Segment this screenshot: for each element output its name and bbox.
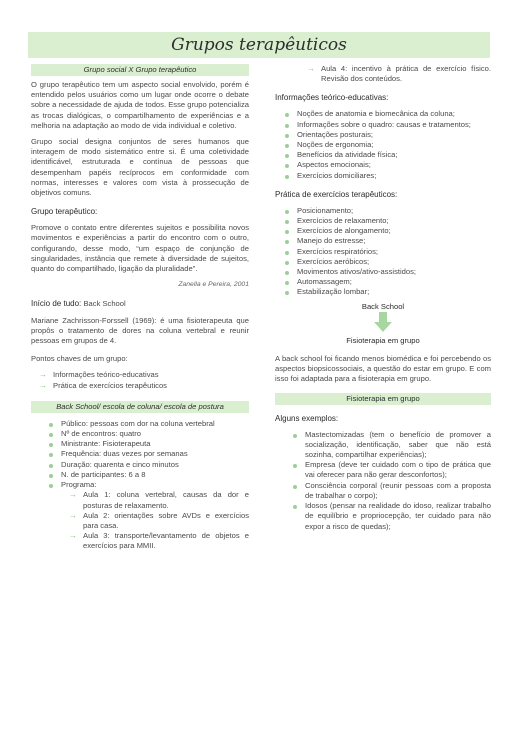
arrow-right-icon: → <box>69 510 77 520</box>
dot-icon <box>49 464 53 468</box>
paragraph-grupo-social: Grupo social designa conjuntos de seres humanos que interagem de modo sistemático entre si. É uma coletividade identificável, estruturada e contínua de pessoas que desempenham papéis recíprocos em conformidade com normas, interesses e valores com vista à prossecução de objetivos comuns. <box>31 137 249 198</box>
list-item: Nº de encontros: quatro <box>31 429 249 439</box>
list-item: → Aula 1: coluna vertebral, causas da dor e posturas de relaxamento. <box>69 490 249 510</box>
pontos-list <box>31 370 249 390</box>
list-item: Aspectos emocionais; <box>275 160 491 170</box>
dot-icon <box>49 453 53 457</box>
dot-icon <box>285 210 289 214</box>
heading-exemplos: Alguns exemplos: <box>275 413 339 423</box>
heading-informacoes: Informações teórico-educativas: <box>275 93 389 103</box>
list-item: Exercícios de alongamento; <box>275 226 491 236</box>
flow-bottom-label: Fisioterapia em grupo <box>346 335 420 345</box>
inicio-line <box>31 298 249 309</box>
dot-icon <box>293 505 297 509</box>
dot-icon <box>293 485 297 489</box>
section-band-fisioterapia: Fisioterapia em grupo <box>275 393 491 405</box>
aula4-list <box>275 64 491 84</box>
inicio-value: Back School <box>83 299 126 309</box>
paragraph-grupo-terapeutico-intro: O grupo terapêutico tem um aspecto social envolvido, porém é entendido pelos usuários como um lugar onde ocorre o debate sobre a necessidade de ajuda de todos. Esse grupo potencializa as trocas dialógicas, o compartilhamento de experiências e a melhoria na adaptação ao modo de vida individual e coletivo. <box>31 80 249 130</box>
paragraph-back-school: A back school foi ficando menos biomédica e foi percebendo os aspectos biopsicossociais, a questão do estar em grupo. E com isso foi adaptada para a fisioterapia em grupo. <box>275 354 491 384</box>
exemplos-list <box>275 430 491 532</box>
list-item: → Aula 4: incentivo à prática de exercício físico. Revisão dos conteúdos. <box>307 64 491 84</box>
list-item: Estabilização lombar; <box>275 287 491 297</box>
paragraph-grupo-terapeutico: Promove o contato entre diferentes sujeitos e possibilita novos movimentos e experiências a partir do encontro com o outro, configurando, desse modo, “um espaço de conjunção de singularidades, instância que remete à diversidade de sujeitos, quanto do compartilhado, ligação da pluralidade”. <box>31 223 249 274</box>
arrow-right-icon: → <box>39 370 47 380</box>
dot-icon <box>285 271 289 275</box>
list-item: Movimentos ativos/ativo-assistidos; <box>275 267 491 277</box>
dot-icon <box>285 134 289 138</box>
dot-icon <box>49 443 53 447</box>
list-item: Ministrante: Fisioterapeuta <box>31 439 249 449</box>
heading-pratica: Prática de exercícios terapêuticos: <box>275 189 398 199</box>
back-school-list <box>31 419 249 490</box>
heading-grupo-terapeutico: Grupo terapêutico: <box>31 207 98 217</box>
list-item: Noções de ergonomia; <box>275 140 491 150</box>
arrow-right-icon: → <box>39 380 47 390</box>
list-item: → Prática de exercícios terapêuticos <box>39 380 167 390</box>
dot-icon <box>285 251 289 255</box>
section-band-grupo-social: Grupo social X Grupo terapêutico <box>31 64 249 76</box>
dot-icon <box>49 423 53 427</box>
dot-icon <box>285 281 289 285</box>
right-column <box>275 64 491 532</box>
page-title: Grupos terapêuticos <box>171 35 347 55</box>
list-item: Público: pessoas com dor na coluna vertebral <box>31 419 249 429</box>
paragraph-mariane: Mariane Zachrisson-Forssell (1969): é uma fisioterapeuta que propôs o tratamento de dores na coluna vertebral e reunir pessoas em grupos de 4. <box>31 315 249 346</box>
left-column <box>31 64 249 552</box>
arrow-right-icon: → <box>307 64 315 73</box>
list-item: Posicionamento; <box>275 206 491 216</box>
list-item: Programa: <box>31 480 249 490</box>
section-band-back-school: Back School/ escola de coluna/ escola de postura <box>31 401 249 413</box>
list-item: Idosos (pensar na realidade do idoso, realizar trabalho de equilíbrio e propriocepção, ter cuidado para não expor a risco de quedas); <box>275 501 491 532</box>
list-item: → Informações teórico-educativas <box>39 370 159 380</box>
dot-icon <box>285 240 289 244</box>
dot-icon <box>285 113 289 117</box>
title-band <box>28 32 490 58</box>
list-item: Exercícios respiratórios; <box>275 247 491 257</box>
pratica-list <box>275 206 491 298</box>
dot-icon <box>285 220 289 224</box>
dot-icon <box>285 261 289 265</box>
list-item: Benefícios da atividade física; <box>275 150 491 160</box>
dot-icon <box>293 434 297 438</box>
arrow-down-icon <box>374 312 392 332</box>
list-item: Consciência corporal (reunir pessoas com a proposta de trabalhar o corpo); <box>275 481 491 501</box>
list-item: Empresa (deve ter cuidado com o tipo de prática que vai oferecer para não gerar desconfortos); <box>275 460 491 480</box>
dot-icon <box>285 154 289 158</box>
dot-icon <box>285 291 289 295</box>
dot-icon <box>285 124 289 128</box>
list-item: N. de participantes: 6 a 8 <box>31 470 249 480</box>
pontos-heading: Pontos chaves de um grupo: <box>31 354 128 364</box>
list-item: Duração: quarenta e cinco minutos <box>31 460 249 470</box>
list-item: Exercícios de relaxamento; <box>275 216 491 226</box>
dot-icon <box>285 144 289 148</box>
programa-list <box>31 490 249 551</box>
arrow-right-icon: → <box>69 531 77 541</box>
list-item: Exercícios aeróbicos; <box>275 257 491 267</box>
list-item: Noções de anatomia e biomecânica da coluna; <box>275 109 491 119</box>
list-item: Manejo do estresse; <box>275 236 491 246</box>
list-item: Mastectomizadas (tem o benefício de promover a socialização, identificação, saber que não está sozinha, compartilhar experiências); <box>275 430 491 461</box>
dot-icon <box>285 175 289 179</box>
list-item: → Aula 2: orientações sobre AVDs e exercícios para casa. <box>69 510 249 530</box>
dot-icon <box>49 474 53 478</box>
dot-icon <box>285 164 289 168</box>
dot-icon <box>49 433 53 437</box>
flow-top-label: Back School <box>361 301 405 311</box>
citation: Zanella e Pereira, 2001 <box>178 281 249 289</box>
list-item: Frequência: duas vezes por semanas <box>31 449 249 459</box>
arrow-right-icon: → <box>69 490 77 500</box>
list-item: Automassagem; <box>275 277 491 287</box>
dot-icon <box>285 230 289 234</box>
inicio-label: Início de tudo: <box>31 299 84 309</box>
list-item: Informações sobre o quadro: causas e tratamentos; <box>275 120 491 130</box>
list-item: → Aula 3: transporte/levantamento de objetos e exercícios para MMII. <box>69 531 249 551</box>
info-list <box>275 109 491 180</box>
dot-icon <box>293 464 297 468</box>
list-item: Orientações posturais; <box>275 130 491 140</box>
list-item: Exercícios domiciliares; <box>275 171 491 181</box>
dot-icon <box>49 484 53 488</box>
